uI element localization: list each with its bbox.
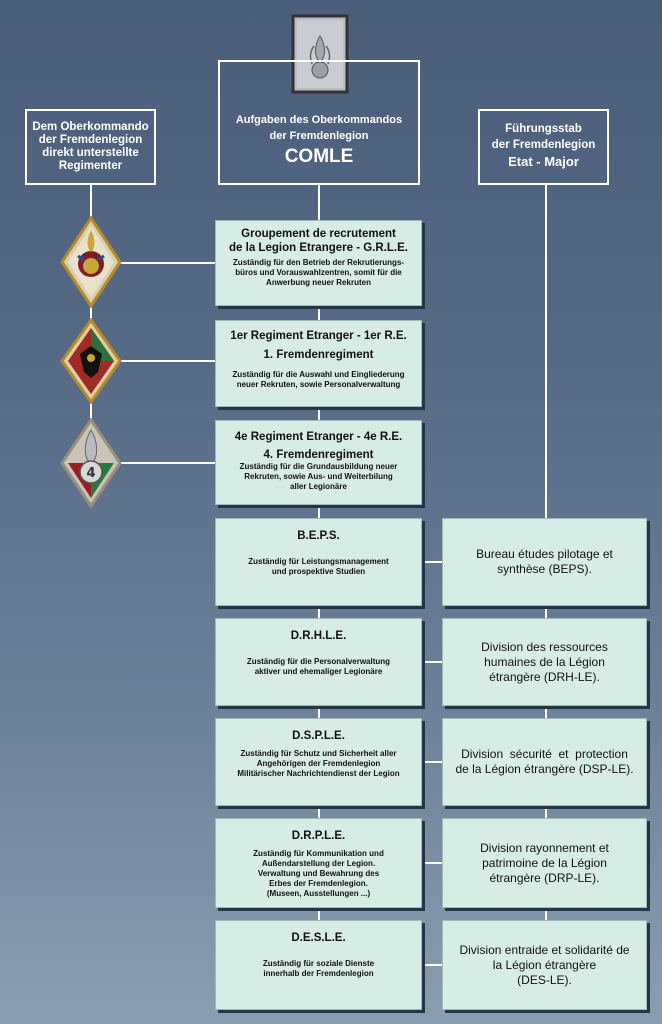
- connector-division-drhle: [422, 661, 442, 663]
- connector-division-desle: [422, 964, 442, 966]
- unit-4re-desc-3: aller Legionäre: [290, 482, 347, 491]
- header-right-title: Etat - Major: [508, 154, 579, 169]
- unit-box-4re: [215, 420, 422, 505]
- unit-4re-title-1: 4e Regiment Etranger - 4e R.E.: [234, 431, 403, 443]
- division-drhle-desc-2: aktiver und ehemaliger Legionäre: [254, 667, 383, 676]
- division-drple-desc-4: Erbes der Fremdenlegion.: [269, 879, 368, 888]
- division-drhle-french-3: étrangère (DRH-LE).: [489, 669, 600, 684]
- division-drple-french-3: étrangère (DRP-LE).: [489, 870, 600, 885]
- unit-1re-desc-1: Zuständig für die Auswahl und Eingliederung: [232, 370, 405, 379]
- division-dsple-french-1: Division sécurité et protection: [461, 747, 628, 761]
- connector-division-drple: [422, 862, 442, 864]
- unit-grle-desc-2: büros und Vorauswahlzentren, somit für die: [235, 268, 402, 277]
- header-center-line-2: der Fremdenlegion: [269, 130, 369, 142]
- header-left-line-1: Dem Oberkommando: [32, 121, 149, 133]
- division-box-beps: [215, 518, 422, 606]
- division-box-desle: [215, 920, 422, 1010]
- division-beps-french-1: Bureau études pilotage et: [476, 547, 613, 561]
- unit-4re-title-2: 4. Fremdenregiment: [263, 449, 374, 461]
- unit-grle-title-1: Groupement de recrutement: [241, 228, 396, 240]
- connector-division-dsple: [422, 761, 442, 763]
- header-left-line-4: Regimenter: [58, 160, 123, 172]
- division-drple-desc-1: Zuständig für Kommunikation und: [253, 849, 384, 858]
- division-beps-french-2: synthèse (BEPS).: [497, 562, 592, 576]
- division-beps-desc-2: und prospektive Studien: [271, 567, 366, 576]
- division-box-drhle: [215, 618, 422, 706]
- division-dsple-french-2: de la Légion étrangère (DSP-LE).: [455, 762, 634, 776]
- division-french-box-desle: [442, 920, 647, 1010]
- unit-box-1re: [215, 320, 422, 407]
- division-dsple-desc-2: Angehörigen der Fremdenlegion: [256, 759, 381, 768]
- unit-4re-desc-2: Rekruten, sowie Aus- und Weiterbilung: [244, 472, 393, 481]
- division-drhle-french-1: Division des ressources: [481, 639, 608, 654]
- header-right-box: [478, 109, 609, 185]
- division-box-dsple: [215, 718, 422, 806]
- header-left-line-3: direkt unterstellte: [42, 147, 139, 159]
- division-drple-abbr: D.R.P.L.E.: [291, 830, 346, 842]
- division-french-box-drple: [442, 818, 647, 908]
- division-french-box-dsple: [442, 718, 647, 806]
- division-drple-desc-3: Verwaltung und Bewahrung des: [257, 869, 380, 878]
- division-desle-desc-2: innerhalb der Fremdenlegion: [263, 969, 374, 978]
- 4re-emblem: [60, 418, 122, 513]
- division-beps-desc-1: Zuständig für Leistungsmanagement: [248, 557, 389, 566]
- unit-box-grle: [215, 220, 422, 306]
- division-desle-abbr: D.E.S.L.E.: [291, 932, 346, 944]
- unit-1re-title-2: 1. Fremdenregiment: [263, 349, 374, 361]
- header-right-line-2: der Fremdenlegion: [491, 139, 596, 151]
- division-beps-abbr: B.E.P.S.: [297, 530, 340, 542]
- 1re-emblem: [60, 318, 122, 409]
- connector-h-1: [120, 262, 215, 264]
- unit-1re-title-1: 1er Regiment Etranger - 1er R.E.: [230, 330, 407, 342]
- division-drhle-french-2: humaines de la Légion: [484, 654, 605, 669]
- division-box-drple: [215, 818, 422, 908]
- grlre-emblem: [60, 216, 122, 313]
- unit-grle-title-2: de la Legion Etrangere - G.R.L.E.: [229, 242, 408, 254]
- division-drhle-abbr: D.R.H.L.E.: [290, 630, 347, 642]
- unit-grle-desc-1: Zuständig für den Betrieb der Rekrutierungs-: [232, 258, 405, 267]
- header-center-box: [218, 60, 420, 185]
- division-desle-french-3: (DES-LE).: [517, 972, 572, 987]
- division-french-box-drhle: [442, 618, 647, 706]
- connector-division-beps: [422, 561, 442, 563]
- division-drple-french-1: Division rayonnement et: [480, 840, 609, 855]
- header-center-title: COMLE: [284, 146, 354, 167]
- division-desle-desc-1: Zuständig für soziale Dienste: [262, 959, 375, 968]
- svg-text:4: 4: [86, 466, 96, 481]
- header-center-line-1: Aufgaben des Oberkommandos: [235, 114, 403, 126]
- division-drple-french-2: patrimoine de la Légion: [482, 855, 607, 870]
- unit-4re-desc-1: Zuständig für die Grundausbildung neuer: [239, 462, 398, 471]
- unit-grle-desc-3: Anwerbung neuer Rekruten: [266, 278, 371, 287]
- division-dsple-desc-1: Zuständig für Schutz und Sicherheit aller: [240, 749, 397, 758]
- division-desle-french-1: Division entraide et solidarité de: [459, 942, 630, 957]
- division-dsple-desc-3: Militärischer Nachrichtendienst der Legion: [237, 769, 400, 778]
- division-drple-desc-5: (Museen, Ausstellungen ...): [266, 889, 371, 898]
- division-drple-desc-2: Außendarstellung der Legion.: [261, 859, 376, 868]
- connector-h-3: [118, 462, 215, 464]
- division-drhle-desc-1: Zuständig für die Personalverwaltung: [246, 657, 391, 666]
- header-right-line-1: Führungsstab: [505, 123, 582, 135]
- division-desle-french-2: la Légion étrangère: [492, 957, 597, 972]
- connector-h-2: [118, 360, 215, 362]
- header-left-box: [25, 109, 156, 185]
- division-dsple-abbr: D.S.P.L.E.: [292, 730, 345, 742]
- unit-1re-desc-2: neuer Rekruten, sowie Personalverwaltung: [236, 380, 401, 389]
- header-left-line-2: der Fremdenlegion: [38, 134, 143, 146]
- division-french-box-beps: [442, 518, 647, 606]
